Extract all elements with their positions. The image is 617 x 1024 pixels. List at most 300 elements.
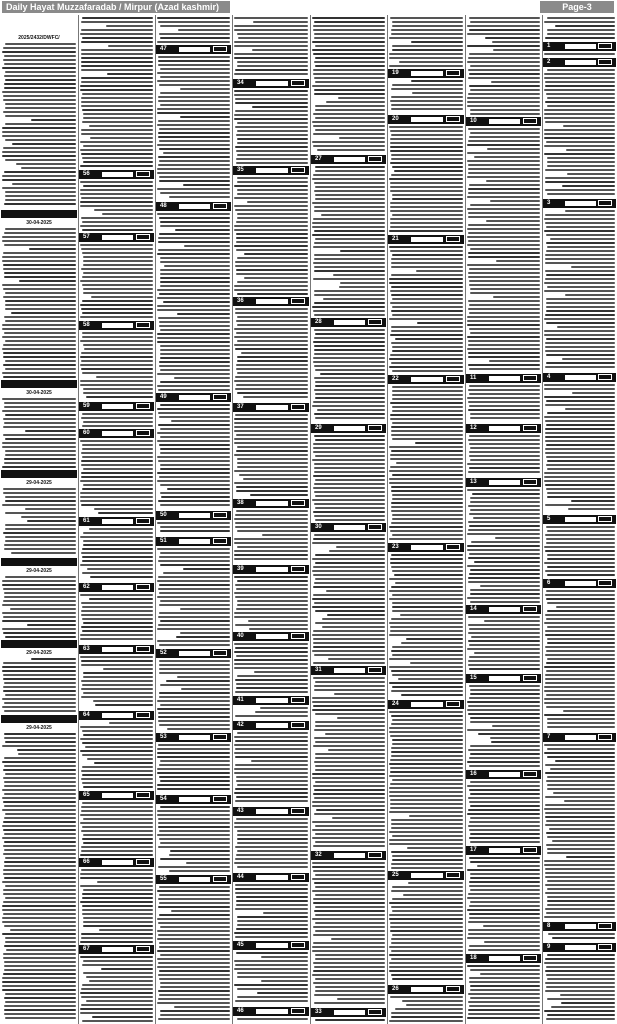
- text-line: [5, 195, 76, 197]
- text-line: [4, 422, 76, 424]
- text-line: [4, 332, 76, 334]
- text-line: [237, 181, 308, 183]
- text-line: [340, 250, 385, 252]
- text-line: [82, 766, 153, 768]
- text-line: [313, 870, 385, 872]
- text-line: [158, 424, 230, 426]
- text-line: [234, 470, 308, 472]
- text-line: [390, 466, 463, 468]
- text-line: [236, 273, 308, 275]
- text-line: [312, 974, 385, 976]
- text-line: [546, 362, 615, 364]
- text-line: [546, 250, 615, 252]
- text-line: [160, 526, 230, 528]
- text-line: [392, 934, 463, 936]
- text-line: [391, 974, 463, 976]
- text-line: [163, 572, 230, 574]
- text-line: [3, 418, 76, 420]
- text-line: [469, 945, 540, 947]
- text-line: [392, 779, 463, 781]
- text-line: [82, 556, 153, 558]
- text-line: [235, 624, 308, 626]
- text-line: [315, 825, 385, 827]
- text-line: [82, 157, 153, 159]
- text-line: [89, 528, 153, 530]
- text-line: [80, 496, 153, 498]
- text-line: [2, 789, 76, 791]
- text-line: [4, 737, 76, 739]
- text-line: [31, 658, 76, 660]
- text-line: [234, 380, 308, 382]
- text-line: [237, 138, 308, 140]
- text-line: [159, 365, 230, 367]
- text-line: [234, 94, 308, 96]
- notice-number: 62: [83, 584, 90, 590]
- text-line: [547, 161, 615, 163]
- text-line: [234, 285, 308, 287]
- text-line: [4, 682, 76, 684]
- text-line: [468, 616, 540, 618]
- text-line: [3, 344, 76, 346]
- text-line: [469, 455, 540, 457]
- text-line: [545, 550, 615, 552]
- text-line: [236, 796, 308, 798]
- text-line: [544, 77, 615, 79]
- text-line: [395, 1008, 463, 1010]
- text-line: [4, 710, 76, 712]
- text-line: [160, 492, 230, 494]
- text-line: [235, 964, 308, 966]
- text-line: [315, 381, 385, 383]
- notice-header: [543, 733, 616, 742]
- text-line: [314, 729, 385, 731]
- text-line: [545, 646, 615, 648]
- notice-number: 33: [315, 1009, 322, 1015]
- text-line: [91, 296, 153, 298]
- text-line: [547, 97, 615, 99]
- text-line: [315, 369, 385, 371]
- text-line: [83, 272, 153, 274]
- text-line: [234, 558, 308, 560]
- text-line: [237, 154, 308, 156]
- text-line: [5, 540, 76, 542]
- notice-date: 30-04-2025: [26, 220, 52, 226]
- text-line: [170, 850, 230, 852]
- text-line: [390, 926, 463, 928]
- notice-header: [311, 851, 386, 860]
- text-line: [4, 462, 76, 464]
- text-line: [4, 316, 76, 318]
- text-line: [314, 329, 385, 331]
- text-line: [235, 414, 308, 416]
- text-line: [160, 464, 230, 466]
- text-line: [394, 170, 463, 172]
- notice-seal-mark: [136, 792, 150, 798]
- text-line: [158, 826, 230, 828]
- text-line: [4, 925, 76, 927]
- text-line: [390, 290, 463, 292]
- notice-title-box: [102, 431, 134, 436]
- notice-seal-mark: [291, 942, 305, 948]
- text-line: [83, 292, 153, 294]
- text-line: [80, 594, 153, 596]
- text-line: [312, 773, 385, 775]
- text-line: [85, 746, 153, 748]
- text-line: [390, 799, 463, 801]
- text-line: [468, 57, 540, 59]
- text-line: [312, 542, 385, 544]
- text-line: [390, 922, 463, 924]
- text-line: [390, 930, 463, 932]
- text-line: [545, 258, 615, 260]
- notice-number: 4: [547, 374, 551, 380]
- text-line: [390, 354, 463, 356]
- text-line: [312, 634, 385, 636]
- text-line: [81, 688, 153, 690]
- text-line: [391, 262, 463, 264]
- text-line: [160, 369, 230, 371]
- text-line: [5, 107, 76, 109]
- text-line: [391, 506, 463, 508]
- text-line: [468, 232, 540, 234]
- text-line: [235, 312, 308, 314]
- text-line: [82, 37, 153, 39]
- text-line: [389, 970, 463, 972]
- notice-number: 12: [470, 425, 477, 431]
- text-line: [234, 90, 308, 92]
- text-line: [314, 471, 385, 473]
- text-line: [158, 560, 230, 562]
- text-line: [157, 918, 230, 920]
- text-line: [489, 360, 540, 362]
- text-line: [184, 245, 230, 247]
- text-line: [157, 788, 230, 790]
- text-line: [313, 926, 385, 928]
- notice-header: [79, 429, 154, 438]
- text-line: [157, 640, 230, 642]
- text-line: [313, 218, 385, 220]
- text-line: [390, 530, 463, 532]
- text-line: [160, 404, 230, 406]
- text-line: [313, 962, 385, 964]
- text-line: [313, 511, 385, 513]
- text-line: [313, 73, 385, 75]
- notice-title-box: [256, 168, 288, 173]
- text-line: [389, 282, 463, 284]
- text-line: [3, 674, 76, 676]
- notice-number: 60: [83, 430, 90, 436]
- text-line: [3, 769, 76, 771]
- text-line: [158, 317, 230, 319]
- text-line: [244, 277, 308, 279]
- text-line: [159, 148, 230, 150]
- text-line: [235, 908, 308, 910]
- text-line: [81, 61, 153, 63]
- text-line: [470, 861, 540, 863]
- text-line: [83, 113, 153, 115]
- text-line: [392, 570, 463, 572]
- text-line: [160, 329, 230, 331]
- text-line: [467, 597, 540, 599]
- notice-title-box: [334, 853, 366, 858]
- text-line: [159, 668, 230, 670]
- text-line: [469, 368, 540, 370]
- notice-header: [466, 954, 541, 963]
- text-line: [315, 166, 385, 168]
- registrar-band: [1, 715, 77, 723]
- notice-number: 46: [237, 1008, 244, 1014]
- text-line: [470, 593, 540, 595]
- notice-seal-mark: [368, 425, 382, 431]
- text-line: [389, 178, 463, 180]
- text-line: [157, 289, 230, 291]
- text-line: [545, 872, 615, 874]
- text-line: [468, 893, 540, 895]
- text-line: [180, 632, 230, 634]
- text-line: [81, 268, 153, 270]
- text-line: [547, 105, 615, 107]
- notice-header: [311, 424, 386, 433]
- text-line: [467, 813, 540, 815]
- text-line: [158, 846, 230, 848]
- text-line: [392, 314, 463, 316]
- text-line: [546, 974, 615, 976]
- text-line: [545, 404, 615, 406]
- text-line: [5, 123, 76, 125]
- text-line: [317, 409, 385, 411]
- text-line: [389, 246, 463, 248]
- text-line: [4, 1005, 76, 1007]
- text-line: [81, 49, 153, 51]
- notice-number: 55: [160, 876, 167, 882]
- text-line: [82, 838, 153, 840]
- notice-seal-mark: [291, 566, 305, 572]
- text-line: [391, 958, 463, 960]
- text-line: [390, 162, 463, 164]
- text-line: [160, 76, 230, 78]
- text-line: [2, 933, 76, 935]
- notice-seal-mark: [136, 430, 150, 436]
- text-line: [157, 337, 230, 339]
- text-line: [3, 829, 76, 831]
- text-line: [545, 764, 615, 766]
- text-line: [235, 858, 308, 860]
- text-line: [339, 137, 385, 139]
- text-line: [312, 821, 385, 823]
- text-line: [545, 169, 615, 171]
- text-line: [467, 196, 540, 198]
- text-line: [391, 258, 463, 260]
- text-line: [180, 88, 230, 90]
- text-line: [312, 878, 385, 880]
- text-line: [391, 751, 463, 753]
- text-line: [160, 530, 230, 532]
- text-line: [551, 1006, 615, 1008]
- text-line: [467, 45, 540, 47]
- text-line: [328, 658, 385, 660]
- text-line: [469, 525, 540, 527]
- text-line: [80, 738, 153, 740]
- text-line: [546, 986, 615, 988]
- text-line: [4, 276, 76, 278]
- text-line: [3, 632, 76, 634]
- text-line: [468, 1013, 540, 1015]
- text-line: [81, 778, 153, 780]
- text-line: [391, 266, 463, 268]
- text-line: [544, 472, 615, 474]
- text-line: [390, 334, 463, 336]
- text-line: [82, 284, 153, 286]
- text-line: [4, 841, 76, 843]
- notice-header: [79, 233, 154, 242]
- notice-header: [156, 393, 231, 402]
- text-line: [2, 127, 76, 129]
- text-line: [163, 301, 230, 303]
- notice-title-box: [256, 567, 288, 572]
- text-line: [571, 500, 615, 502]
- notice-title-box: [102, 172, 134, 177]
- text-line: [2, 398, 76, 400]
- text-line: [83, 532, 153, 534]
- text-line: [566, 149, 615, 151]
- notice-header: [543, 579, 616, 588]
- text-line: [234, 245, 308, 247]
- text-line: [314, 206, 385, 208]
- notice-seal-mark: [523, 479, 537, 485]
- notice-title-box: [102, 793, 134, 798]
- notice-number: 66: [83, 859, 90, 865]
- text-line: [107, 73, 153, 75]
- column-c: [155, 15, 233, 1024]
- text-line: [236, 776, 308, 778]
- text-line: [547, 610, 615, 612]
- text-line: [4, 805, 76, 807]
- text-line: [236, 655, 308, 657]
- text-line: [25, 430, 76, 432]
- text-line: [236, 490, 308, 492]
- text-line: [166, 680, 230, 682]
- text-line: [469, 17, 540, 19]
- text-line: [468, 439, 540, 441]
- text-line: [467, 761, 540, 763]
- text-line: [314, 294, 385, 296]
- notice-header: [543, 42, 616, 51]
- text-line: [312, 41, 385, 43]
- text-line: [411, 41, 463, 43]
- text-line: [467, 244, 540, 246]
- text-line: [484, 620, 540, 622]
- text-line: [83, 264, 153, 266]
- text-line: [83, 421, 153, 423]
- text-line: [89, 125, 153, 127]
- text-line: [158, 100, 230, 102]
- text-line: [159, 696, 230, 698]
- notice-title-box: [411, 873, 443, 878]
- notice-title-box: [102, 713, 134, 718]
- text-line: [2, 917, 76, 919]
- text-line: [417, 322, 463, 324]
- text-line: [82, 312, 153, 314]
- text-line: [546, 670, 615, 672]
- text-line: [547, 642, 615, 644]
- text-line: [3, 777, 76, 779]
- notice-header: [233, 632, 309, 641]
- notice-title-box: [565, 924, 596, 929]
- text-line: [234, 968, 308, 970]
- text-line: [470, 65, 540, 67]
- notice-title-box: [334, 320, 366, 325]
- text-line: [234, 205, 308, 207]
- text-line: [544, 480, 615, 482]
- text-line: [314, 230, 385, 232]
- text-line: [391, 942, 463, 944]
- text-line: [470, 288, 540, 290]
- text-line: [238, 37, 308, 39]
- text-line: [545, 634, 615, 636]
- text-line: [315, 562, 385, 564]
- text-line: [81, 869, 153, 871]
- text-line: [390, 402, 463, 404]
- text-line: [389, 57, 463, 59]
- text-line: [545, 440, 615, 442]
- text-line: [80, 1012, 153, 1014]
- text-line: [160, 357, 230, 359]
- text-line: [315, 954, 385, 956]
- text-line: [546, 538, 615, 540]
- text-line: [243, 478, 308, 480]
- text-line: [237, 842, 308, 844]
- text-line: [159, 233, 230, 235]
- text-line: [2, 745, 76, 747]
- text-line: [470, 413, 540, 415]
- notice-header: [79, 645, 154, 654]
- text-line: [313, 934, 385, 936]
- notice-date: 29-04-2025: [26, 568, 52, 574]
- text-line: [80, 492, 153, 494]
- text-line: [468, 797, 540, 799]
- notice-header: [466, 605, 541, 614]
- text-line: [468, 140, 540, 142]
- text-line: [391, 650, 463, 652]
- notice-number: 17: [470, 847, 477, 853]
- notice-header: [233, 1007, 309, 1016]
- text-line: [160, 684, 230, 686]
- text-line: [234, 328, 308, 330]
- notice-seal-mark: [136, 584, 150, 590]
- text-line: [159, 970, 230, 972]
- text-line: [181, 688, 230, 690]
- text-line: [390, 142, 463, 144]
- text-line: [315, 978, 385, 980]
- notice-seal-mark: [523, 771, 537, 777]
- text-line: [83, 540, 153, 542]
- notice-title-box: [256, 501, 288, 506]
- notice-header: [388, 985, 464, 994]
- notice-header: [233, 696, 309, 705]
- notice-header: [233, 721, 309, 730]
- text-line: [237, 916, 308, 918]
- text-line: [315, 769, 385, 771]
- text-line: [235, 209, 308, 211]
- text-line: [4, 244, 76, 246]
- text-line: [157, 144, 230, 146]
- text-line: [2, 881, 76, 883]
- text-line: [470, 109, 540, 111]
- text-line: [101, 968, 153, 970]
- text-line: [2, 67, 76, 69]
- text-line: [391, 755, 463, 757]
- text-line: [237, 580, 308, 582]
